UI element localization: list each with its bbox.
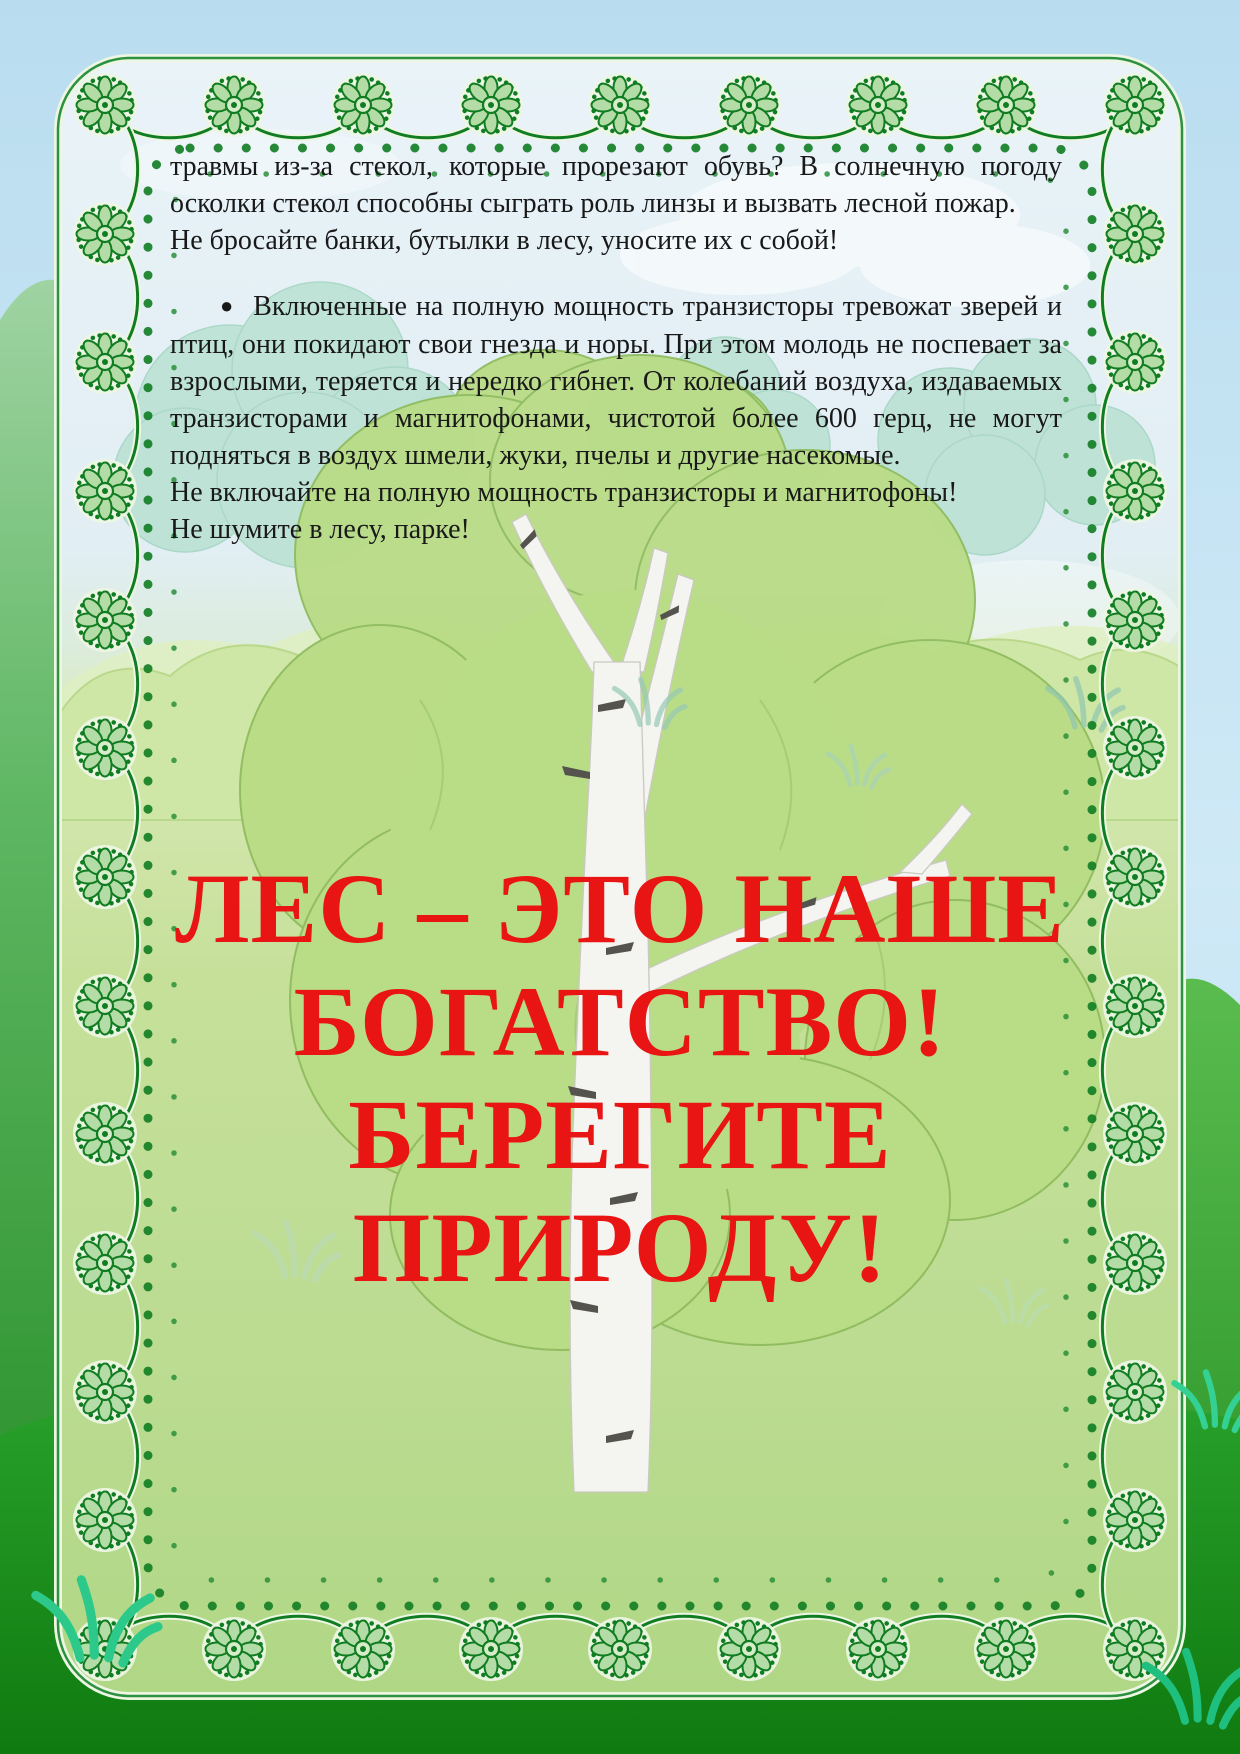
poster-title-line-3: БЕРЕГИТЕ bbox=[348, 1079, 892, 1190]
paragraph-noise-appeal-1: Не включайте на полную мощность транзисторы и магнитофоны! bbox=[170, 477, 958, 508]
poster-title-line-4: ПРИРОДУ! bbox=[352, 1192, 888, 1303]
body-text-block bbox=[170, 148, 1062, 548]
paragraph-noise-appeal-2: Не шумите в лесу, парке! bbox=[170, 514, 470, 545]
poster-title-line-1: ЛЕС – ЭТО НАШЕ bbox=[175, 853, 1065, 964]
paragraph-glass-appeal: Не бросайте банки, бутылки в лесу, уносите их с собой! bbox=[170, 225, 839, 256]
poster-title bbox=[70, 852, 1170, 1304]
bullet-icon: ● bbox=[220, 293, 236, 318]
paragraph-noise-danger bbox=[170, 288, 1062, 474]
paragraph-glass-danger: травмы из-за стекол, которые прорезают обувь? В солнечную погоду осколки стекол способны сыграть роль линзы и вызвать лесной пожар. bbox=[170, 151, 1062, 219]
paragraph-noise-danger-text: Включенные на полную мощность транзисторы тревожат зверей и птиц, они покидают свои гнезда и норы. При этом молодь не поспевает за взрослыми, теряется и нередко гибнет. От колебаний воздуха, издаваемых транзисторами и магнитофонами, чистотой более 600 герц, не могут подняться в воздух шмели, жуки, пчелы и другие насекомые. bbox=[170, 291, 1062, 471]
poster-title-line-2: БОГАТСТВО! bbox=[293, 966, 947, 1077]
